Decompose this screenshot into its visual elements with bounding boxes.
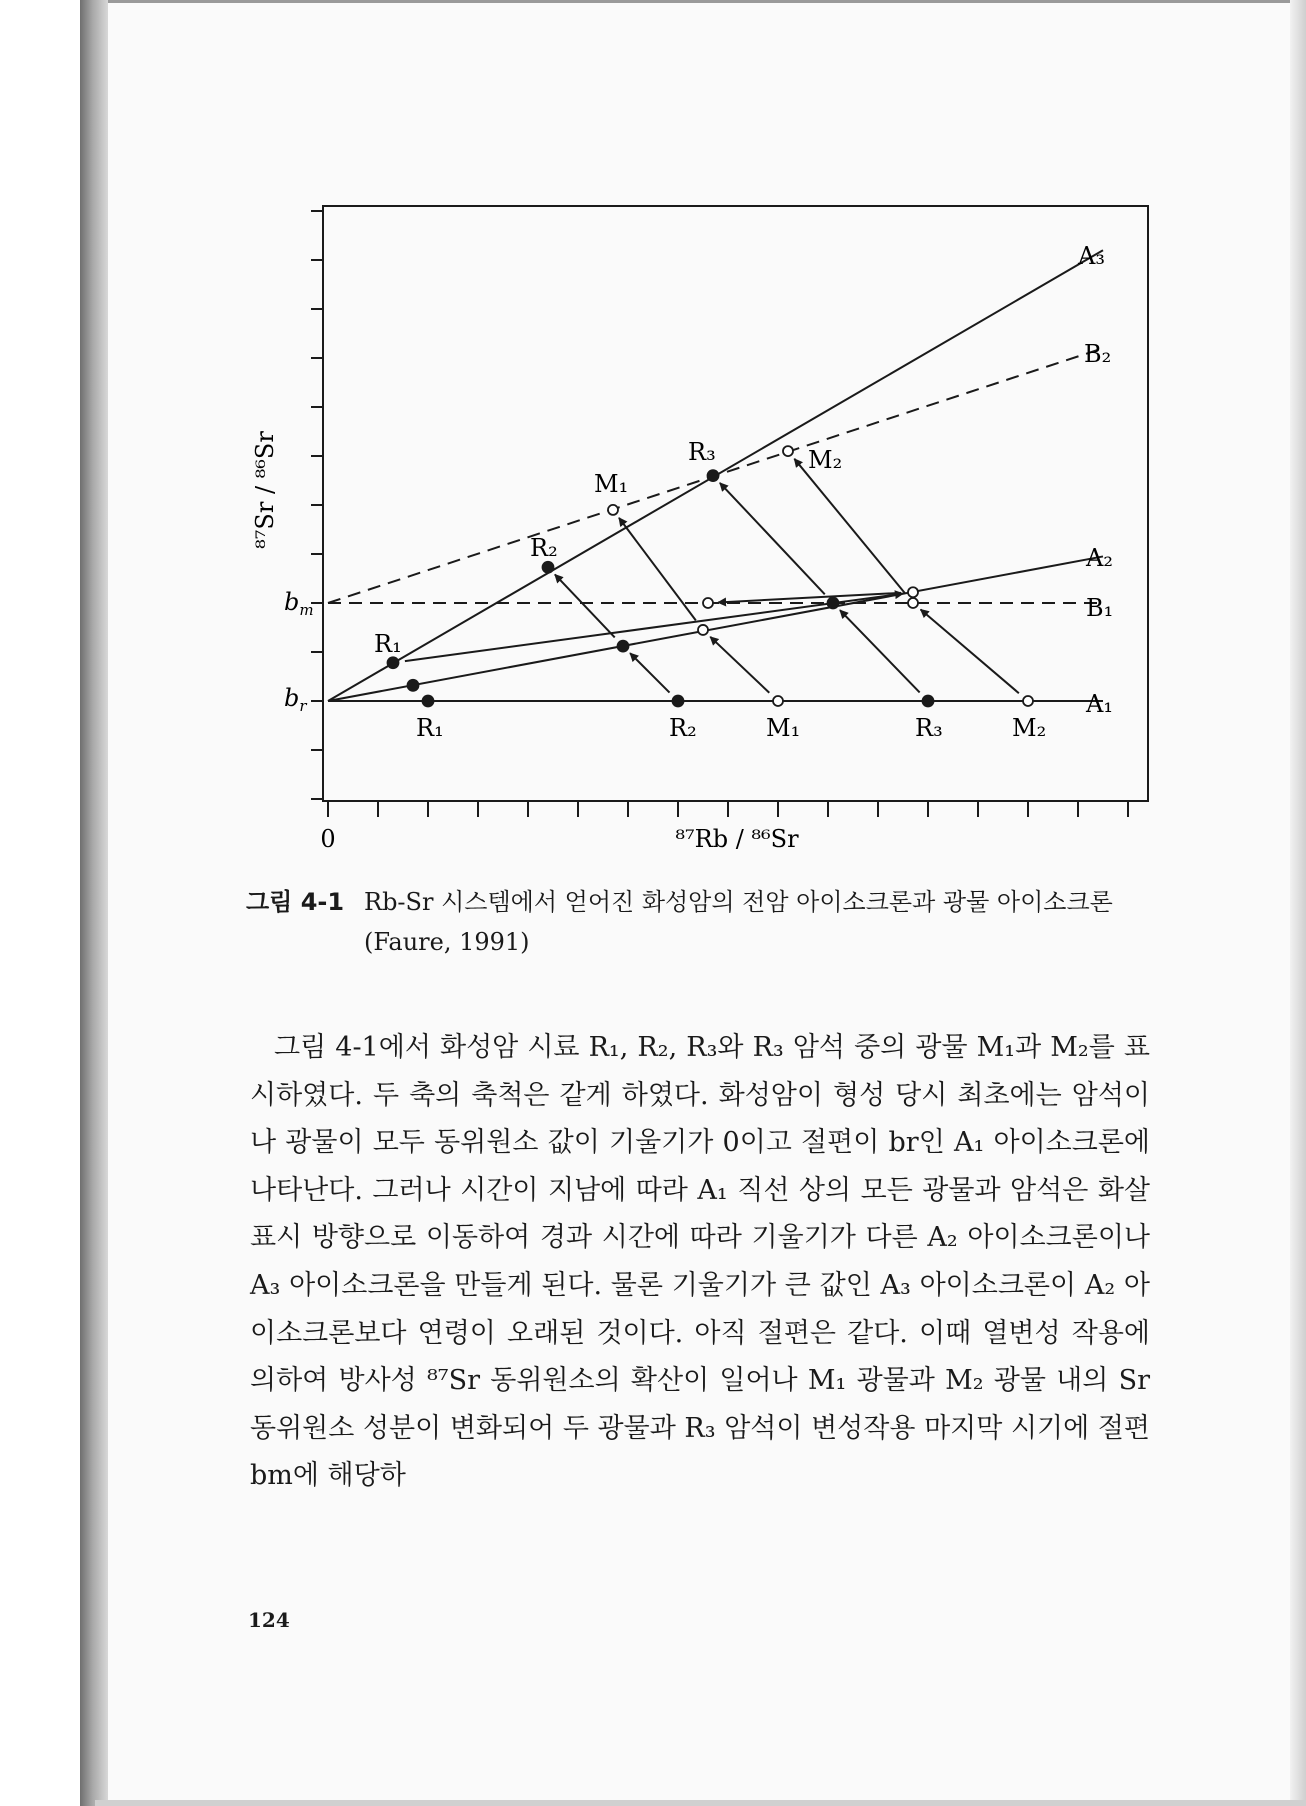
line-label-a2: A₂ — [1086, 544, 1113, 572]
data-point-open — [783, 446, 793, 456]
data-point-open — [908, 587, 918, 597]
migration-arrow — [921, 609, 1019, 693]
data-point-filled — [828, 598, 839, 609]
data-point-filled — [543, 562, 554, 573]
migration-arrow — [630, 653, 669, 692]
line-label-b2: B₂ — [1084, 340, 1112, 368]
data-point-filled — [673, 696, 684, 707]
frame-bottom — [95, 1800, 1306, 1806]
data-point-open — [1023, 696, 1033, 706]
data-point-filled — [388, 657, 399, 668]
page-number: 124 — [248, 1608, 290, 1632]
y-label-br: $b_r$ — [284, 684, 307, 715]
y-label-bm: $b_m$ — [284, 588, 314, 619]
caption-label: 그림 4-1 — [246, 888, 345, 916]
data-point-filled — [423, 696, 434, 707]
point-label-r2-a1: R₂ — [669, 714, 697, 742]
data-points — [388, 446, 1034, 706]
data-point-filled — [923, 696, 934, 707]
caption-text: Rb-Sr 시스템에서 얻어진 화성암의 전암 아이소크론과 광물 아이소크론 — [364, 888, 1113, 916]
migration-arrow — [794, 459, 905, 594]
caption-source: (Faure, 1991) — [364, 928, 530, 956]
isochron-figure — [0, 0, 1306, 870]
body-paragraph: 그림 4-1에서 화성암 시료 R₁, R₂, R₃와 R₃ 암석 중의 광물 M₁과 M₂를 표시하였다. 두 축의 축척은 같게 하였다. 화성암이 형성 당시 최초에는 암석이나 광물이 모두 동위원소 값이 기울기가 0이고 절편이 br인 A₁ 아이소크론에 나타난다. 그러나 시간이 지남에 따라 A₁ 직선 상의 모든 광물과 암석은 화살 표시 방향으로 이동하여 경과 시간에 따라 기울기가 다른 A₂ 아이소크론이나 A₃ 아이소크론을 만들게 된다. 물론 기울기가 큰 값인 A₃ 아이소크론이 A₂ 아이소크론보다 연령이 오래된 것이다. 아직 절편은 같다. 이때 열변성 작용에 의하여 방사성 ⁸⁷Sr 동위원소의 확산이 일어나 M₁ 광물과 M₂ 광물 내의 Sr 동위원소 성분이 변화되어 두 광물과 R₃ 암석이 변성작용 마지막 시기에 절편 bm에 해당하 — [250, 1032, 1150, 1492]
data-point-filled — [408, 680, 419, 691]
line-label-a3: A₃ — [1078, 242, 1105, 270]
caption-line — [246, 882, 1166, 922]
data-point-open — [703, 598, 713, 608]
data-point-filled — [708, 470, 719, 481]
point-label-m1-a1: M₁ — [766, 714, 801, 742]
migration-arrow — [710, 637, 769, 693]
migration-arrows — [405, 459, 1019, 693]
x-origin-label: 0 — [320, 825, 336, 853]
point-label-r1-a3: R₁ — [374, 630, 402, 658]
point-label-r3-a1: R₃ — [915, 714, 943, 742]
data-point-open — [773, 696, 783, 706]
line-label-a1: A₁ — [1086, 690, 1113, 718]
data-point-filled — [618, 641, 629, 652]
point-label-r2-a3: R₂ — [530, 534, 558, 562]
x-axis-label: ⁸⁷Rb / ⁸⁶Sr — [675, 825, 799, 853]
data-point-open — [698, 625, 708, 635]
data-point-open — [908, 598, 918, 608]
point-label-m1-b2: M₁ — [594, 470, 629, 498]
point-label-m2-b2: M₂ — [808, 446, 843, 474]
figure-caption — [246, 882, 1166, 962]
migration-arrow — [720, 483, 825, 594]
isochron-line-2 — [328, 556, 1103, 701]
line-label-b1: B₁ — [1086, 594, 1114, 622]
point-label-r3-a3: R₃ — [688, 438, 716, 466]
point-label-m2-a1: M₂ — [1012, 714, 1047, 742]
migration-arrow — [555, 574, 615, 637]
migration-arrow — [840, 610, 920, 692]
data-point-open — [608, 505, 618, 515]
body-text — [250, 1024, 1150, 1500]
migration-arrow — [619, 518, 696, 620]
point-label-r1-a1: R₁ — [416, 714, 444, 742]
y-axis-label: ⁸⁷Sr / ⁸⁶Sr — [251, 431, 279, 549]
